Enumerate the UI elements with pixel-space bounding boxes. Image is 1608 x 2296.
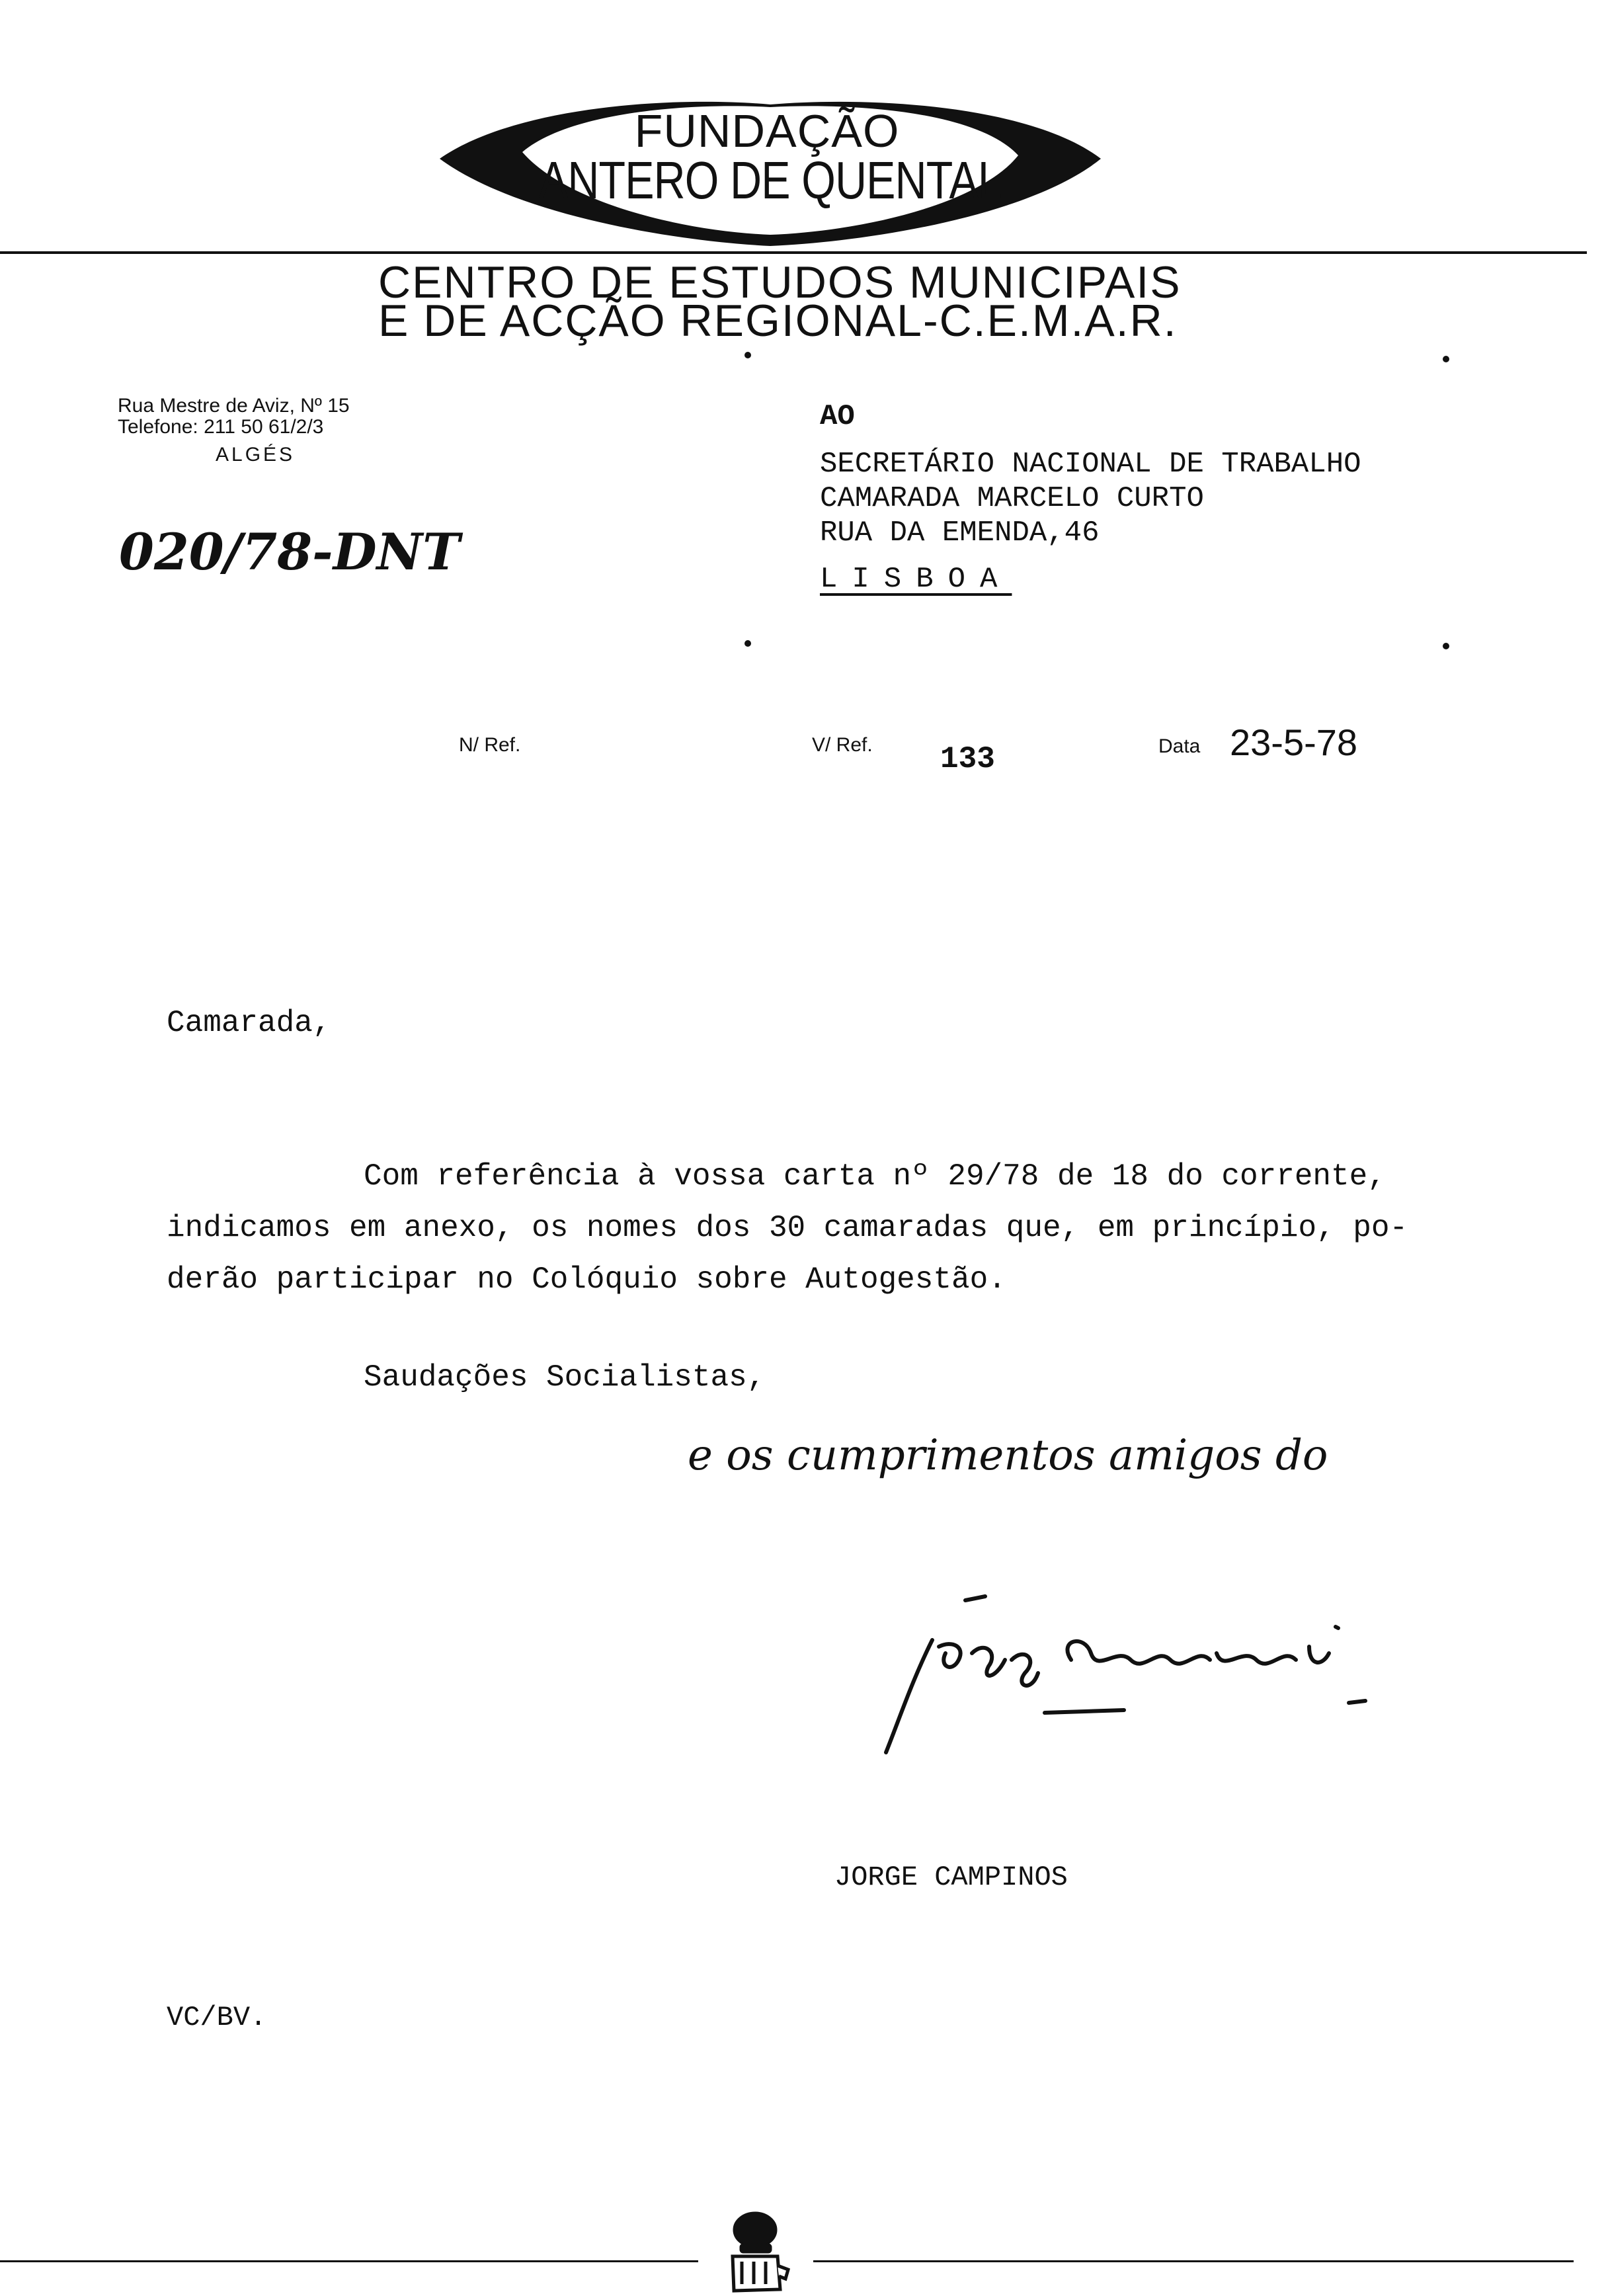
paragraph-line1: Com referência à vossa carta nº 29/78 de 18 do corrente, [364,1159,1386,1194]
your-ref-label: V/ Ref. [812,734,873,756]
typist-initials: VC/BV. [167,2002,267,2033]
recipient-line1: SECRETÁRIO NACIONAL DE TRABALHO [820,448,1361,481]
recipient-line2: CAMARADA MARCELO CURTO [820,482,1204,515]
closing-greeting: Saudações Socialistas, [364,1360,766,1395]
sender-street: Rua Mestre de Aviz, Nº 15 [118,395,350,417]
recipient-city: LISBOA [820,563,1012,596]
window-mark-dot [1443,356,1449,362]
letterhead-rule [0,251,1587,254]
paragraph-line3: derão participar no Colóquio sobre Autogestão. [167,1262,1006,1297]
footer-rule-right [813,2260,1574,2262]
date-label: Data [1158,735,1201,757]
emblem-icon [714,2210,800,2296]
handwritten-closing: e os cumprimentos amigos do [688,1431,1328,1480]
greeting: Camarada, [167,1006,331,1040]
our-ref-label: N/ Ref. [459,734,521,756]
recipient-line3: RUA DA EMENDA,46 [820,516,1100,550]
handwritten-reference: 020/78-DNT [119,522,460,581]
window-mark-dot [744,352,751,358]
logo-line1: FUNDAÇÃO [634,105,900,157]
signer-name: JORGE CAMPINOS [834,1862,1068,1893]
sender-town: ALGÉS [216,444,296,466]
centre-name-line2: E DE ACÇÃO REGIONAL-C.E.M.A.R. [378,296,1178,346]
paragraph-line2: indicamos em anexo, os nomes dos 30 camaradas que, em princípio, po- [167,1211,1408,1245]
foundation-logo [436,99,1104,251]
window-mark-dot [744,640,751,647]
footer-rule-left [0,2260,698,2262]
logo-line2: ANTERO DE QUENTAL [539,151,1002,210]
window-mark-dot [1443,643,1449,649]
date-value: 23-5-78 [1230,721,1358,763]
recipient-to: AO [820,400,855,433]
sender-phone: Telefone: 211 50 61/2/3 [118,416,324,438]
signature [873,1587,1375,1759]
centre-name-line1: CENTRO DE ESTUDOS MUNICIPAIS [378,257,1182,308]
your-ref-value: 133 [940,742,995,776]
